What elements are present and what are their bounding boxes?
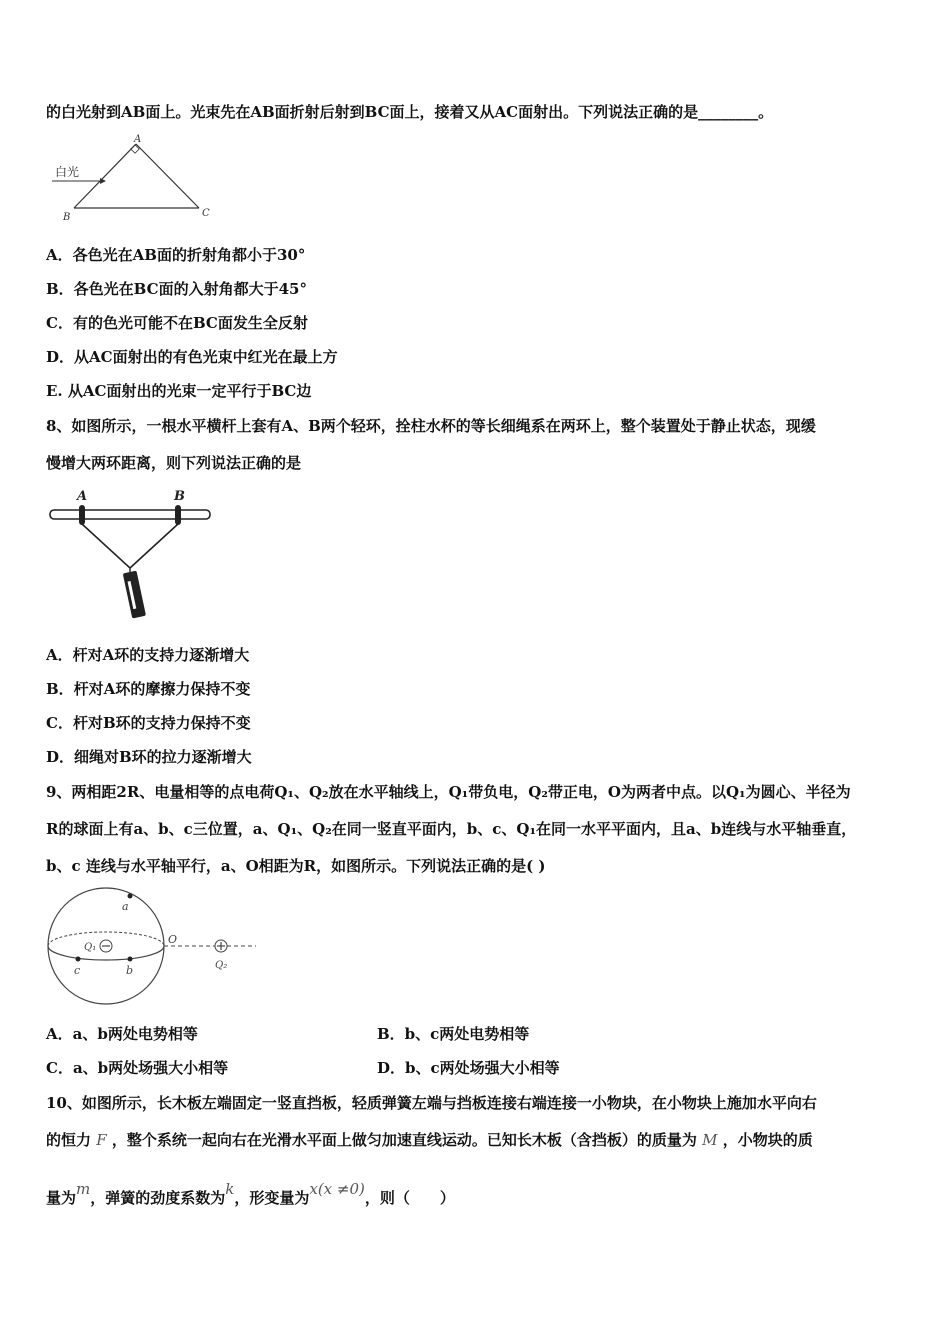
q7-option-a: A．各色光在AB面的折射角都小于30° <box>46 246 306 264</box>
ring-a-label: A <box>77 489 88 504</box>
q8-stem-line2: 慢增大两环距离，则下列说法正确的是 <box>46 454 302 472</box>
q10-text-segment: ，形变量为 <box>234 1189 310 1207</box>
q10-stem-line2 <box>46 1130 813 1150</box>
q9-stem-line3: b、c 连线与水平轴平行，a、O相距为R，如图所示。下列说法正确的是( ) <box>46 857 546 875</box>
q9-option-c: C．a、b两处场强大小相等 <box>46 1059 229 1077</box>
q2-label: Q₂ <box>215 960 228 971</box>
var-k: k <box>225 1180 235 1198</box>
var-f: F <box>96 1131 107 1149</box>
q9-stem-line1: 9、两相距2R、电量相等的点电荷Q₁、Q₂放在水平轴线上，Q₁带负电，Q₂带正电，O为两者中点。以Q₁为圆心、半径为 <box>46 783 851 801</box>
q7-prism-figure <box>46 132 226 224</box>
q10-stem-line3 <box>46 1180 455 1212</box>
ring-a <box>79 505 85 525</box>
q10-text-segment: ，整个系统一起向右在光滑水平面上做匀加速直线运动。已知长木板（含挡板）的质量为 <box>111 1131 697 1149</box>
ring-b <box>175 505 181 525</box>
q9-stem-line2: R的球面上有a、b、c三位置，a、Q₁、Q₂在同一竖直平面内，b、c、Q₁在同一水平平面内，且a、b连线与水平轴垂直， <box>46 820 857 838</box>
q8-option-a: A．杆对A环的支持力逐渐增大 <box>46 646 250 664</box>
vertex-a-label: A <box>134 134 142 145</box>
white-light-label: 白光 <box>55 165 80 179</box>
q8-stem-line1: 8、如图所示，一根水平横杆上套有A、B两个轻环，拴柱水杯的等长细绳系在两环上，整个装置处于静止状态，现缓 <box>46 417 816 435</box>
q7-option-d: D．从AC面射出的有色光束中红光在最上方 <box>46 348 338 366</box>
q10-text-segment: ，则（ ） <box>364 1189 455 1207</box>
rope-a <box>82 524 130 568</box>
q10-text-segment: 量为 <box>46 1189 77 1207</box>
ring-b-label: B <box>174 489 185 504</box>
var-m-upper: M <box>702 1131 718 1149</box>
q9-sphere-figure <box>44 886 260 1012</box>
q1-label: Q₁ <box>84 942 97 953</box>
var-x: x(x ≠0) <box>309 1180 365 1198</box>
q8-option-d: D．细绳对B环的拉力逐渐增大 <box>46 748 252 766</box>
point-c <box>76 957 81 962</box>
q10-text-segment: ，弹簧的劲度系数为 <box>90 1189 226 1207</box>
prism-side-ab <box>74 144 136 208</box>
var-m-lower: m <box>76 1180 91 1198</box>
q8-option-c: C．杆对B环的支持力保持不变 <box>46 714 251 732</box>
rope-b <box>130 524 178 568</box>
q10-text-segment: 的恒力 <box>46 1131 92 1149</box>
q7-option-e: E. 从AC面射出的光束一定平行于BC边 <box>46 382 312 400</box>
q9-option-a: A．a、b两处电势相等 <box>46 1025 198 1043</box>
point-a <box>128 894 133 899</box>
vertex-c-label: C <box>202 208 210 219</box>
water-cup <box>123 571 146 619</box>
q8-rod-figure <box>46 486 216 626</box>
point-a-label: a <box>122 900 129 913</box>
q7-option-c: C．有的色光可能不在BC面发生全反射 <box>46 314 308 332</box>
point-o-label: O <box>168 933 178 946</box>
point-c-label: c <box>74 964 81 977</box>
point-b-label: b <box>126 964 134 977</box>
q10-stem-line1: 10、如图所示，长木板左端固定一竖直挡板，轻质弹簧左端与挡板连接右端连接一小物块，在小物块上施加水平向右 <box>46 1094 817 1112</box>
q8-option-b: B．杆对A环的摩擦力保持不变 <box>46 680 251 698</box>
q10-text-segment: ，小物块的质 <box>722 1131 813 1149</box>
q9-option-b: B．b、c两处电势相等 <box>377 1025 530 1043</box>
horizontal-rod <box>50 510 210 519</box>
point-b <box>128 957 133 962</box>
prism-side-ac <box>136 144 199 208</box>
q9-option-d: D．b、c两处场强大小相等 <box>377 1059 560 1077</box>
vertex-b-label: B <box>63 212 71 223</box>
q7-stem-tail: 的白光射到AB面上。光束先在AB面折射后射到BC面上，接着又从AC面射出。下列说法正确的是________。 <box>46 103 774 121</box>
q7-option-b: B．各色光在BC面的入射角都大于45° <box>46 280 307 298</box>
